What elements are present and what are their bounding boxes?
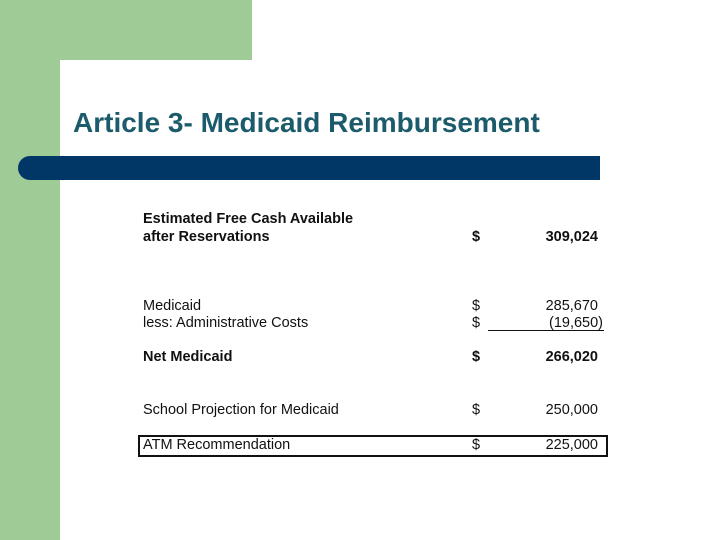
medicaid-amount: 285,670 xyxy=(545,298,598,314)
school-projection-label: School Projection for Medicaid xyxy=(143,402,339,418)
subtotal-rule xyxy=(488,330,604,331)
medicaid-currency: $ xyxy=(472,298,481,314)
admin-costs-amount: (19,650) xyxy=(548,315,603,331)
free-cash-label-line2: after Reservations xyxy=(143,229,270,245)
atm-recommendation-currency: $ xyxy=(472,437,481,453)
school-projection-amount: 250,000 xyxy=(545,402,598,418)
net-medicaid-label: Net Medicaid xyxy=(143,349,233,365)
net-medicaid-currency: $ xyxy=(472,349,481,365)
admin-costs-currency: $ xyxy=(472,315,481,331)
free-cash-amount: 309,024 xyxy=(545,229,598,245)
free-cash-label-line1: Estimated Free Cash Available xyxy=(143,211,354,227)
medicaid-label: Medicaid xyxy=(143,298,202,314)
atm-recommendation-amount: 225,000 xyxy=(545,437,598,453)
free-cash-currency: $ xyxy=(472,229,481,245)
school-projection-currency: $ xyxy=(472,402,481,418)
net-medicaid-amount: 266,020 xyxy=(545,349,598,365)
slide-title: Article 3- Medicaid Reimbursement xyxy=(73,107,540,138)
admin-costs-label: less: Administrative Costs xyxy=(143,315,309,331)
atm-recommendation-label: ATM Recommendation xyxy=(143,437,291,453)
